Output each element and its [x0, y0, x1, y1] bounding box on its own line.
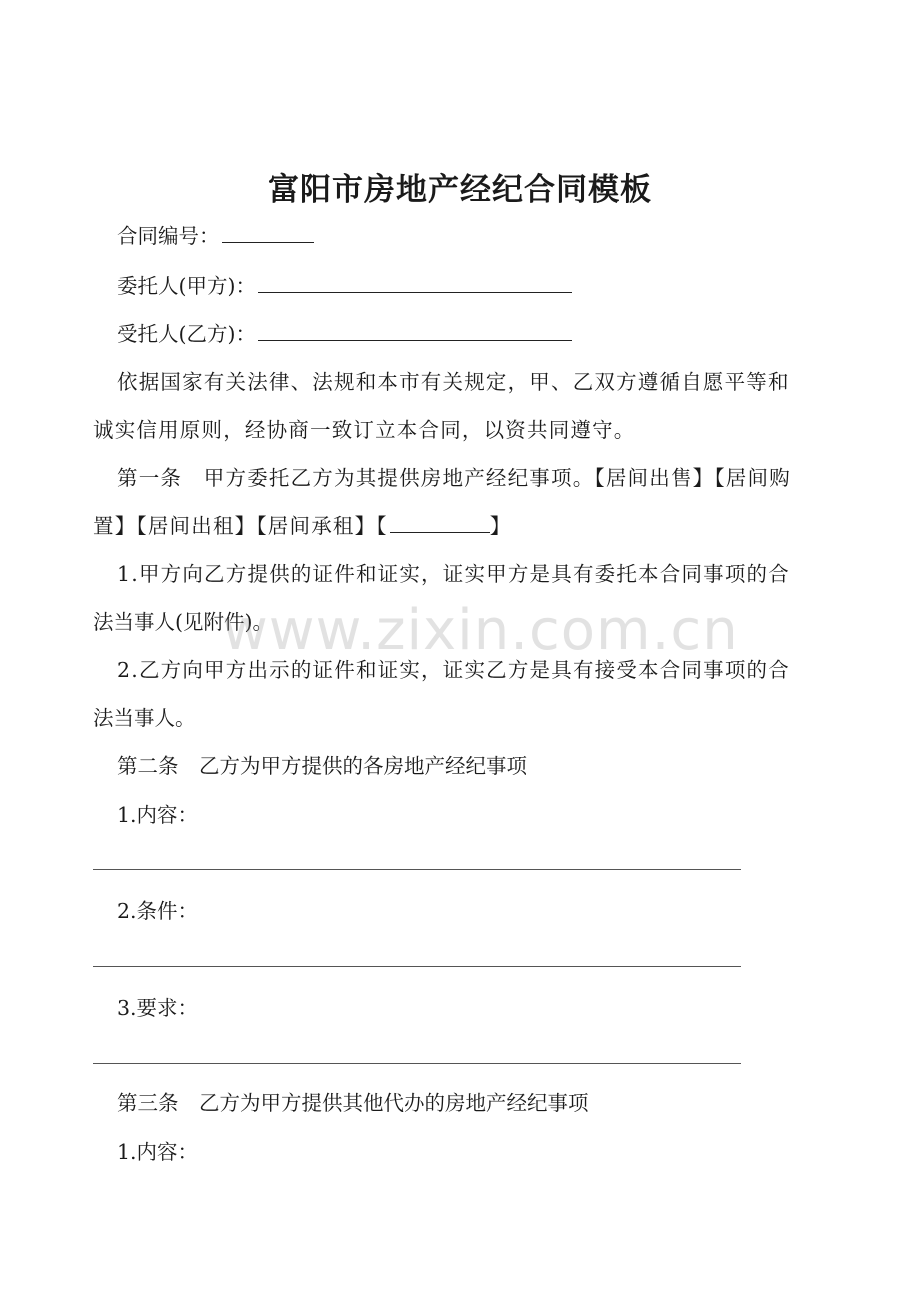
article1-line-2 — [93, 512, 510, 540]
watermark: www.zixin.com.cn — [222, 598, 739, 663]
party-b-label: 受托人(乙方)： — [117, 322, 256, 346]
article1-options: 置】【居间出租】【居间承租】【 — [93, 514, 388, 538]
contract-number-blank[interactable] — [222, 222, 314, 243]
article1-item2-line2: 法当事人。 — [93, 706, 196, 730]
article1-other-blank[interactable] — [390, 512, 490, 533]
article2-content-label: 1.内容： — [117, 803, 199, 827]
party-a-label: 委托人(甲方)： — [117, 274, 256, 298]
article2-requirements-label: 3.要求： — [117, 996, 199, 1020]
contract-number-line — [117, 222, 314, 250]
article2-heading: 第二条 乙方为甲方提供的各房地产经纪事项 — [117, 754, 527, 778]
article2-requirements-rule[interactable] — [93, 1063, 741, 1064]
article1-item2-line1: 2.乙方向甲方出示的证件和证实，证实乙方是具有接受本合同事项的合 — [117, 658, 790, 682]
article2-conditions-label: 2.条件： — [117, 899, 199, 923]
article1-item1-line2: 法当事人(见附件)。 — [93, 610, 273, 634]
document-title: 富阳市房地产经纪合同模板 — [268, 172, 652, 208]
article2-content-rule[interactable] — [93, 869, 741, 870]
preamble-line-1: 依据国家有关法律、法规和本市有关规定，甲、乙双方遵循自愿平等和 — [117, 370, 790, 394]
article1-line-1: 第一条 甲方委托乙方为其提供房地产经纪事项。【居间出售】【居间购 — [117, 466, 791, 490]
article2-conditions-rule[interactable] — [93, 966, 741, 967]
party-a-line — [117, 272, 572, 300]
article3-content-label: 1.内容： — [117, 1140, 199, 1164]
preamble-line-2: 诚实信用原则，经协商一致订立本合同，以资共同遵守。 — [93, 418, 636, 442]
article3-heading: 第三条 乙方为甲方提供其他代办的房地产经纪事项 — [117, 1091, 589, 1115]
article1-item1-line1: 1.甲方向乙方提供的证件和证实，证实甲方是具有委托本合同事项的合 — [117, 562, 790, 586]
party-b-blank[interactable] — [258, 320, 572, 341]
contract-number-label: 合同编号： — [117, 224, 220, 248]
article1-bracket-close: 】 — [489, 514, 511, 538]
party-a-blank[interactable] — [258, 272, 572, 293]
party-b-line — [117, 320, 572, 348]
